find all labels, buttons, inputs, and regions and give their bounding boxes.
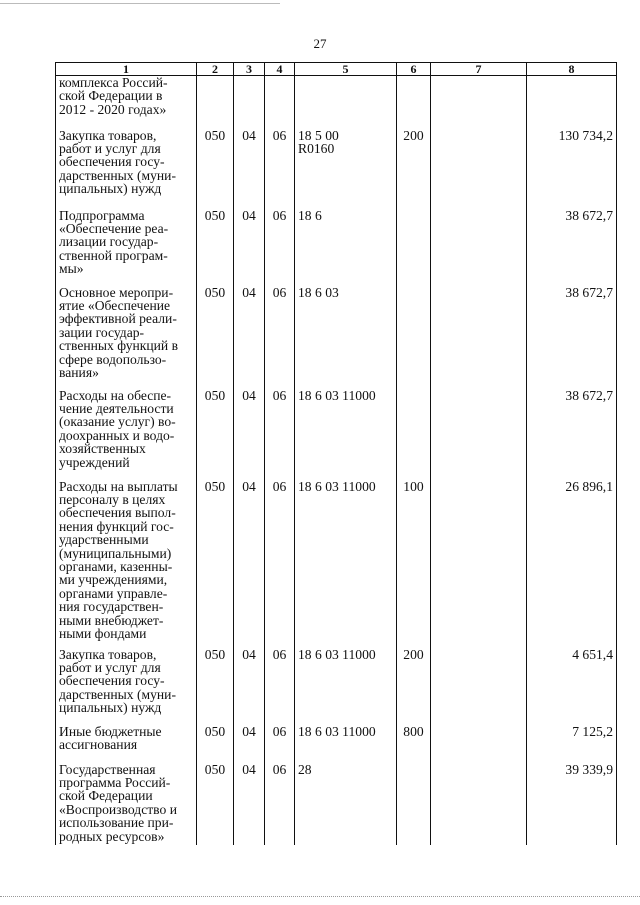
row-amount-text: 39 339,9 [565,761,613,777]
row-col-2 [197,763,234,845]
row-col-4 [265,763,295,845]
row-col-3-text: 04 [242,284,256,300]
row-name [56,76,197,129]
row-col-6-text: 200 [403,127,424,143]
row-col-7 [431,286,527,389]
row-col-7 [431,389,527,480]
row-col-7 [431,129,527,209]
row-col-4-text: 06 [272,646,287,662]
row-col-3-text: 04 [242,723,256,739]
row-col-4-text: 06 [272,284,287,300]
row-col-7 [431,763,527,845]
row-col-5 [295,76,397,129]
row-amount [527,648,617,725]
row-col-2-text: 050 [204,207,226,223]
row-col-7 [431,480,527,648]
header-row [56,63,617,76]
row-col-4-text: 06 [272,761,287,777]
table-row [56,129,617,209]
row-col-6-text: 200 [403,646,424,662]
row-col-2 [197,648,234,725]
row-name-text: Расходы на выплаты персоналу в целях обеспечения выпол- нения функций гос- ударственными (муниципальными) органами, казенны- ми учреждениями, органами управле- ния государствен- ными внебюджет- ными фондами [59,478,178,641]
table-body [56,76,617,845]
top-scan-line [0,3,280,4]
page-number: 27 [313,36,327,51]
row-col-7 [431,648,527,725]
row-col-6 [397,648,431,725]
bottom-scan-line [0,896,640,897]
table-row [56,763,617,845]
table-row [56,480,617,648]
row-name [56,648,197,725]
row-col-6 [397,286,431,389]
row-col-3 [234,209,265,286]
row-col-2 [197,480,234,648]
row-col-6-text: 100 [403,478,424,494]
row-name [56,763,197,845]
row-col-3 [234,480,265,648]
row-amount-text: 130 734,2 [558,127,613,143]
row-amount [527,286,617,389]
row-col-7 [431,76,527,129]
row-name-text: Закупка товаров, работ и услуг для обеспечения госу- дарственных (муни- ципальных) нужд [59,127,176,197]
row-name-text: Иные бюджетные ассигнования [59,723,162,752]
row-name-text: Основное меропри- ятие «Обеспечение эффективной реали- зации государ- ственных функций в сфере водопользо- вания» [59,284,179,380]
row-col-4 [265,725,295,763]
row-col-6 [397,480,431,648]
row-col-5 [295,763,397,845]
row-col-2-text: 050 [204,646,226,662]
row-col-3-text: 04 [242,207,256,223]
row-col-5 [295,648,397,725]
row-name-text: Расходы на обеспе- чение деятельности (оказание услуг) во- доохранных и водо- хозяйственных учреждений [59,387,176,470]
row-col-4-text: 06 [272,723,287,739]
row-col-4 [265,129,295,209]
row-col-3 [234,286,265,389]
col-header-5: 5 [295,63,397,76]
table-row [56,648,617,725]
row-col-5 [295,480,397,648]
row-col-5-text: 18 6 [298,207,322,223]
row-name-text: Государственная программа Россий- ской Федерации «Воспроизводство и использование при- родных ресурсов» [59,761,177,844]
table-row [56,389,617,480]
row-col-4-text: 06 [272,127,287,143]
row-name-text: Подпрограмма «Обеспечение реа- лизации государ- ственной програм- мы» [59,207,169,277]
row-col-2 [197,389,234,480]
row-col-6 [397,725,431,763]
row-col-3 [234,76,265,129]
row-col-5-text: 28 [298,761,312,777]
row-col-5-text: 18 5 00 R0160 [298,127,339,156]
row-col-3 [234,129,265,209]
row-name [56,209,197,286]
row-col-2 [197,209,234,286]
row-col-3 [234,763,265,845]
row-col-7 [431,725,527,763]
row-col-5-text: 18 6 03 11000 [298,646,376,662]
row-col-4 [265,389,295,480]
table-row [56,286,617,389]
row-name [56,389,197,480]
row-col-3-text: 04 [242,387,256,403]
row-name [56,725,197,763]
row-col-5 [295,725,397,763]
row-col-6-text: 800 [403,723,424,739]
row-name [56,286,197,389]
row-col-6 [397,209,431,286]
row-amount [527,480,617,648]
row-col-7 [431,209,527,286]
row-name-text: Закупка товаров, работ и услуг для обеспечения госу- дарственных (муни- ципальных) нужд [59,646,176,716]
row-col-4 [265,209,295,286]
row-col-6 [397,129,431,209]
row-col-6 [397,763,431,845]
row-col-2-text: 050 [204,723,226,739]
row-col-2-text: 050 [204,478,226,494]
table-row [56,209,617,286]
row-amount [527,389,617,480]
row-col-4 [265,286,295,389]
row-amount [527,763,617,845]
row-col-5-text: 18 6 03 11000 [298,723,376,739]
col-header-8: 8 [527,63,617,76]
table-row [56,725,617,763]
row-col-3 [234,389,265,480]
col-header-6: 6 [397,63,431,76]
row-col-5-text: 18 6 03 11000 [298,478,376,494]
row-col-5-text: 18 6 03 11000 [298,387,376,403]
row-col-2 [197,286,234,389]
row-amount-text: 38 672,7 [565,387,613,403]
row-col-2 [197,129,234,209]
row-amount-text: 7 125,2 [572,723,613,739]
row-col-2 [197,76,234,129]
row-col-6 [397,389,431,480]
row-col-3 [234,648,265,725]
row-col-5 [295,389,397,480]
row-col-4-text: 06 [272,478,287,494]
col-header-7: 7 [431,63,527,76]
row-col-3-text: 04 [242,478,256,494]
row-amount [527,725,617,763]
row-amount [527,76,617,129]
row-col-5 [295,129,397,209]
row-col-3 [234,725,265,763]
row-name-text: комплекса Россий- ской Федерации в 2012 - 2020 годах» [59,75,168,117]
row-name [56,129,197,209]
row-col-2 [197,725,234,763]
row-col-4-text: 06 [272,387,287,403]
row-amount [527,129,617,209]
row-amount [527,209,617,286]
row-amount-text: 26 896,1 [565,478,613,494]
row-col-3-text: 04 [242,646,256,662]
row-col-5 [295,209,397,286]
row-col-4 [265,480,295,648]
row-col-6 [397,76,431,129]
row-name [56,480,197,648]
table-row [56,76,617,129]
row-col-2-text: 050 [204,284,226,300]
col-header-4: 4 [265,63,295,76]
row-col-4-text: 06 [272,207,287,223]
row-amount-text: 4 651,4 [572,646,613,662]
row-col-4 [265,76,295,129]
row-col-2-text: 050 [204,127,226,143]
col-header-1: 1 [56,63,197,76]
col-header-2: 2 [197,63,234,76]
row-amount-text: 38 672,7 [565,284,613,300]
row-col-3-text: 04 [242,761,256,777]
row-col-2-text: 050 [204,387,226,403]
budget-table [55,62,617,845]
row-col-2-text: 050 [204,761,226,777]
row-col-4 [265,648,295,725]
col-header-3: 3 [234,63,265,76]
row-col-3-text: 04 [242,127,256,143]
row-amount-text: 38 672,7 [565,207,613,223]
row-col-5-text: 18 6 03 [298,284,339,300]
row-col-5 [295,286,397,389]
